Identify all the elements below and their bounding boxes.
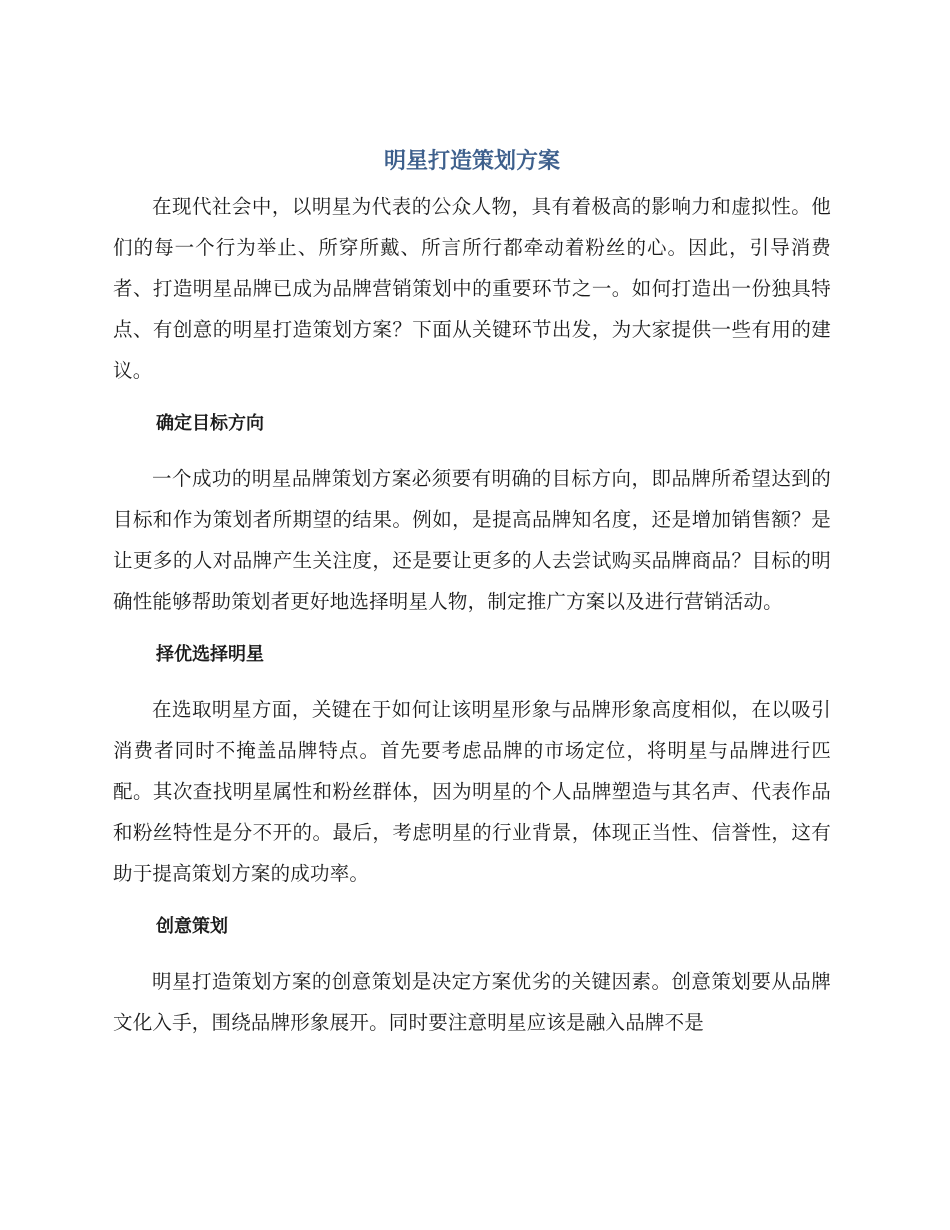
section-paragraph: 在选取明星方面，关键在于如何让该明星形象与品牌形象高度相似，在以吸引消费者同时不掩盖品牌特点。首先要考虑品牌的市场定位，将明星与品牌进行匹配。其次查找明星属性和粉丝群体，因为明星的个人品牌塑造与其名声、代表作品和粉丝特性是分不开的。最后，考虑明星的行业背景，体现正当性、信誉性，这有助于提高策划方案的成功率。 <box>113 698 831 885</box>
section-heading: 确定目标方向 <box>156 413 264 434</box>
section-target-direction <box>113 403 831 622</box>
section-heading: 择优选择明星 <box>156 644 264 665</box>
section-creative-planning <box>113 906 831 1043</box>
document-page <box>113 138 831 1043</box>
section-choose-star <box>113 634 831 894</box>
section-paragraph: 明星打造策划方案的创意策划是决定方案优劣的关键因素。创意策划要从品牌文化入手，围绕品牌形象展开。同时要注意明星应该是融入品牌不是 <box>113 970 831 1034</box>
section-paragraph: 一个成功的明星品牌策划方案必须要有明确的目标方向，即品牌所希望达到的目标和作为策划者所期望的结果。例如，是提高品牌知名度，还是增加销售额？是让更多的人对品牌产生关注度，还是要让更多的人去尝试购买品牌商品？目标的明确性能够帮助策划者更好地选择明星人物，制定推广方案以及进行营销活动。 <box>113 467 831 613</box>
document-title: 明星打造策划方案 <box>383 149 560 174</box>
intro-paragraph: 在现代社会中，以明星为代表的公众人物，具有着极高的影响力和虚拟性。他们的每一个行为举止、所穿所戴、所言所行都牵动着粉丝的心。因此，引导消费者、打造明星品牌已成为品牌营销策划中的重要环节之一。如何打造出一份独具特点、有创意的明星打造策划方案？下面从关键环节出发，为大家提供一些有用的建议。 <box>113 195 831 382</box>
section-heading: 创意策划 <box>156 916 228 937</box>
